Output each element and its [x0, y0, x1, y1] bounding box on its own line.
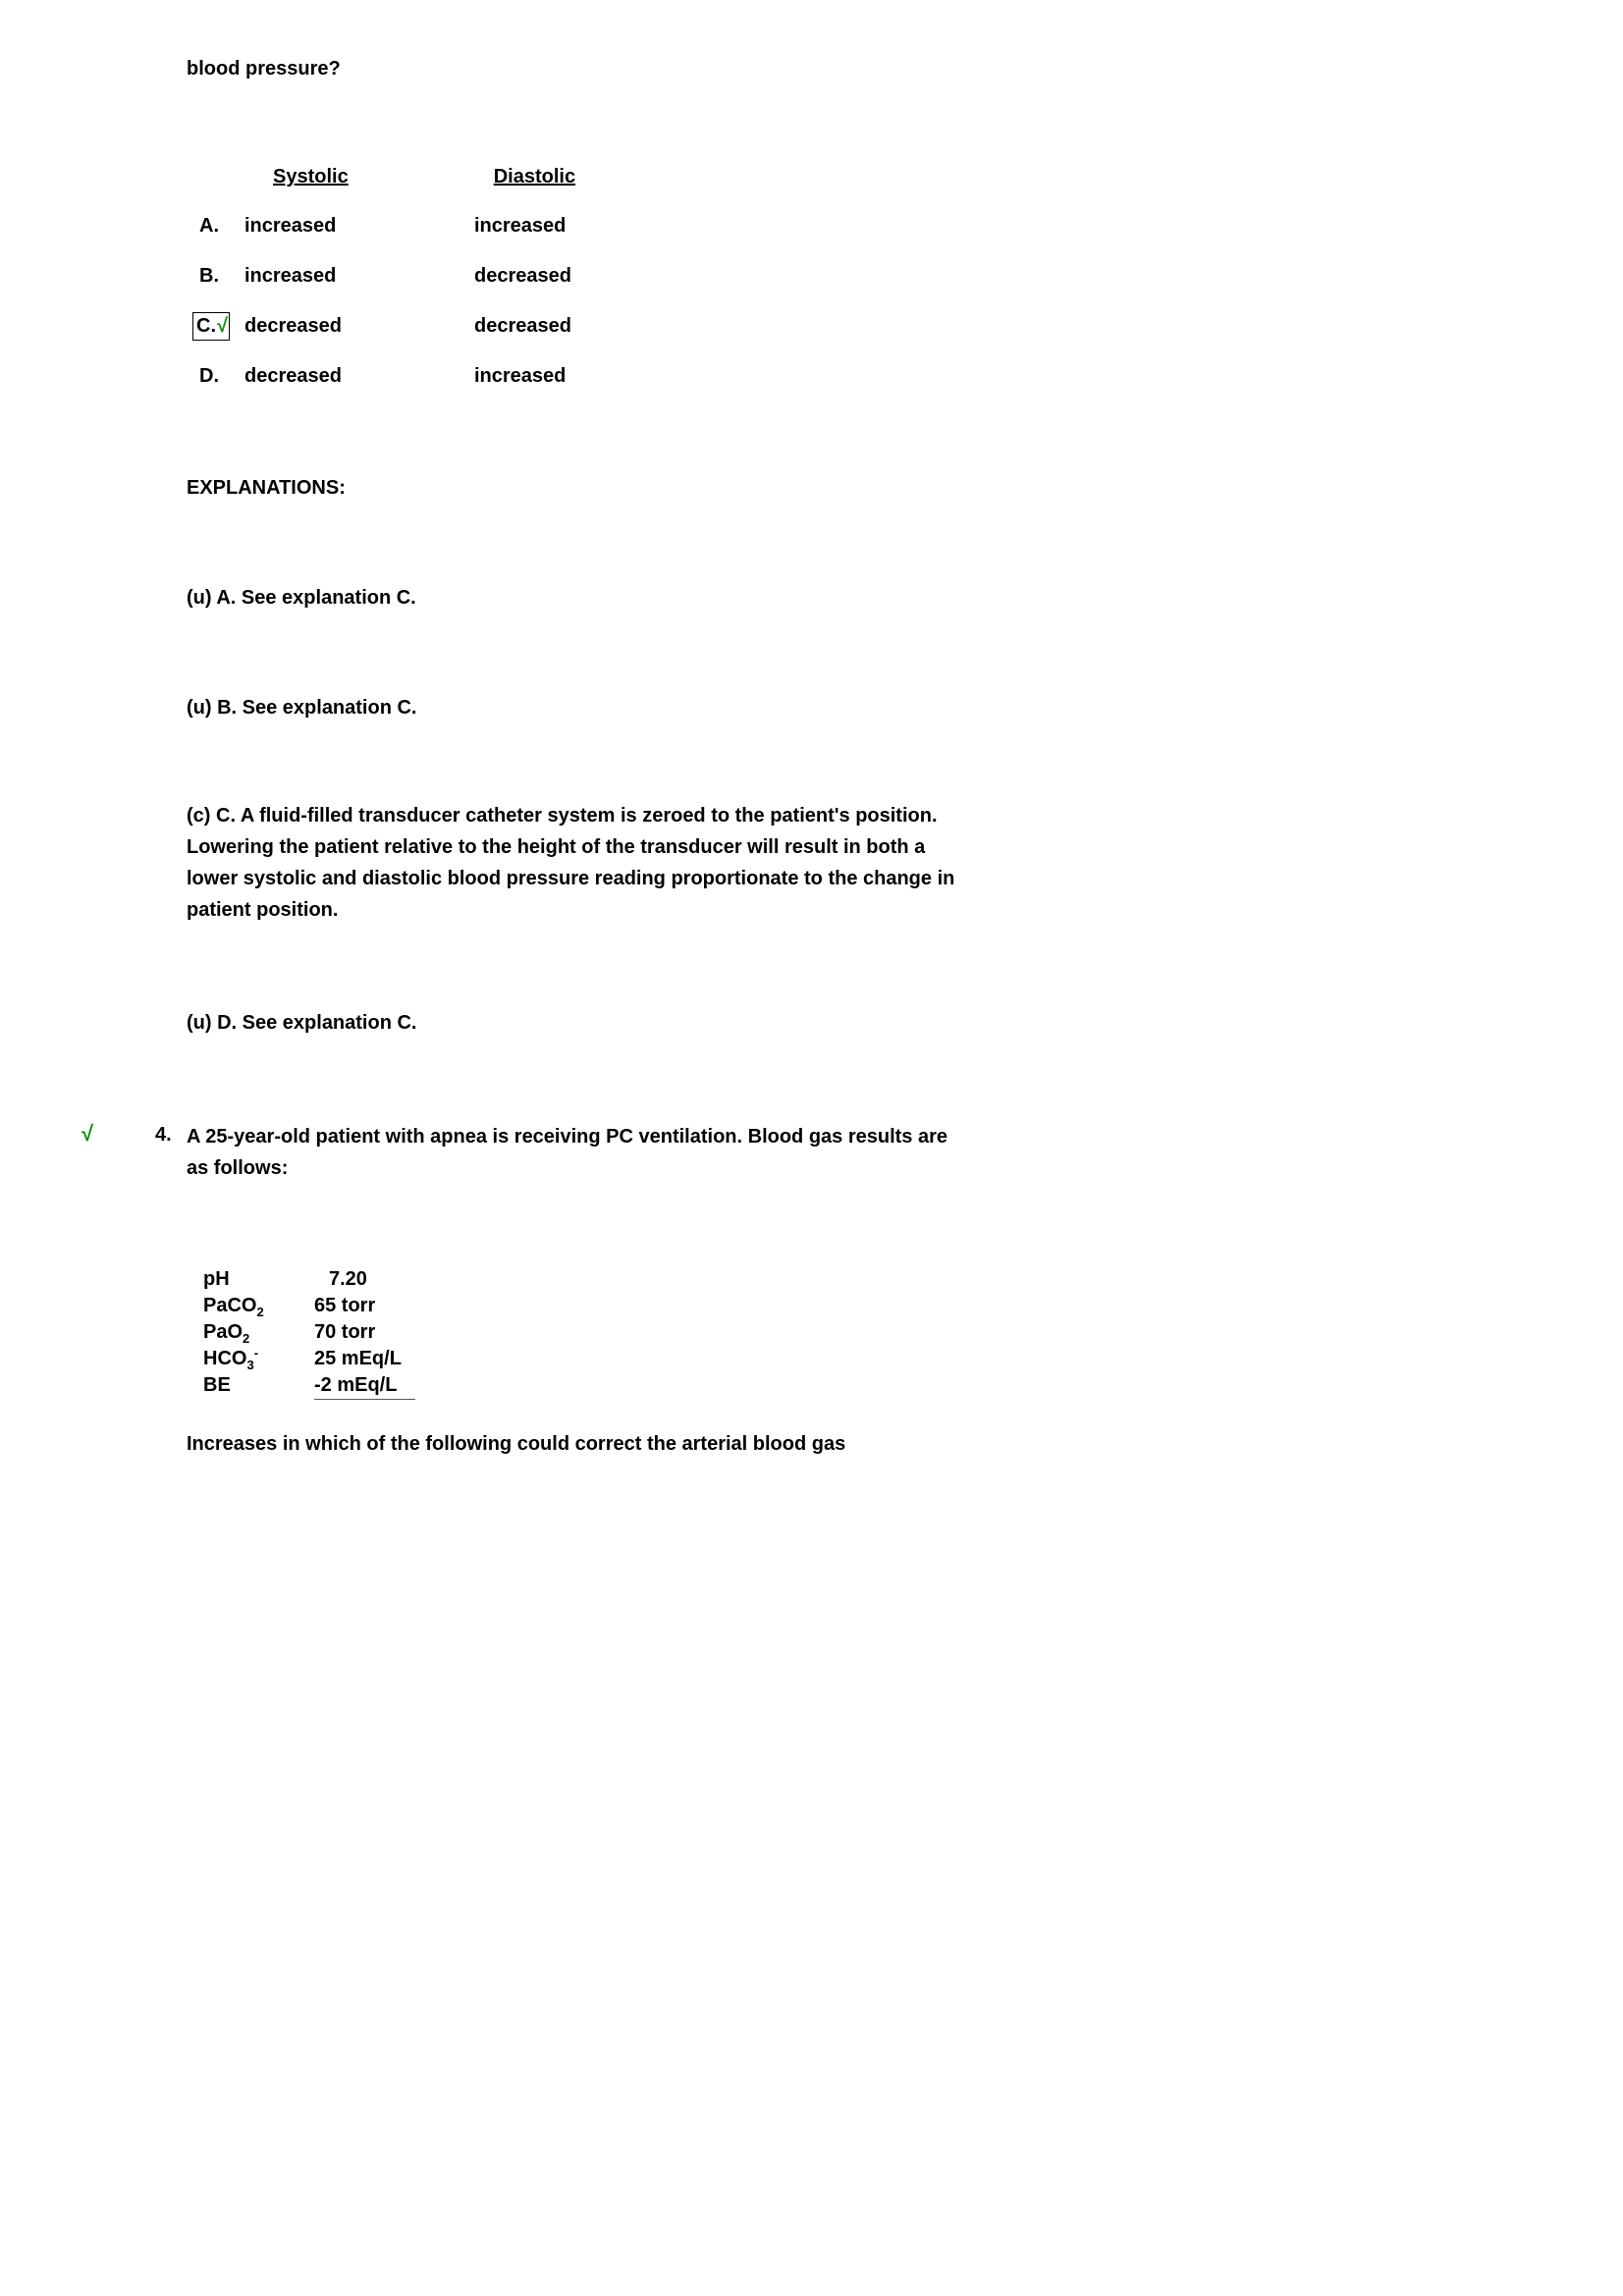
option-diastolic-value: decreased — [474, 265, 571, 287]
blood-gas-value: -2 mEq/L — [314, 1372, 415, 1400]
option-letter: D. — [199, 365, 219, 387]
explanation-b: (u) B. See explanation C. — [187, 697, 417, 719]
option-diastolic-value: decreased — [474, 315, 571, 337]
question-number: 4. — [155, 1124, 172, 1146]
option-systolic-value: decreased — [244, 315, 342, 337]
header-spacer — [196, 163, 273, 191]
blood-gas-label: PaCO$_2$ — [203, 1295, 264, 1319]
explanation-d: (u) D. See explanation C. — [187, 1012, 417, 1034]
checkmark-icon: √ — [217, 315, 228, 337]
blood-gas-row-be — [203, 1372, 415, 1400]
question-continuation-text: Increases in which of the following could correct the arterial blood gas — [187, 1433, 846, 1455]
explanation-a: (u) A. See explanation C. — [187, 587, 416, 609]
question-4 — [155, 1121, 962, 1184]
option-row-d — [196, 362, 575, 391]
column-header-diastolic: Diastolic — [493, 166, 576, 187]
option-row-a — [196, 212, 575, 240]
blood-gas-value: 25 mEq/L — [314, 1348, 402, 1369]
correct-answer-box — [192, 312, 230, 341]
option-systolic-value: decreased — [244, 365, 342, 387]
option-diastolic-value: increased — [474, 365, 567, 387]
blood-gas-label: $HCO_3^-$ — [203, 1345, 259, 1372]
blood-gas-row-paco2 — [203, 1293, 415, 1319]
question-text: A 25-year-old patient with apnea is receiving PC ventilation. Blood gas results are as follows: — [187, 1126, 948, 1179]
option-letter-cell — [196, 312, 244, 341]
option-row-b — [196, 262, 575, 291]
explanations-header: EXPLANATIONS: — [187, 477, 346, 499]
blood-gas-row-hco3 — [203, 1346, 415, 1372]
option-systolic-value: increased — [244, 215, 337, 237]
question-trailing-text: blood pressure? — [187, 58, 341, 80]
option-letter: C. — [196, 315, 216, 337]
blood-gas-value: 65 torr — [314, 1295, 376, 1316]
explanation-c: (c) C. A fluid-filled transducer catheter system is zeroed to the patient's position. Lowering the patient relative to the height of the transducer will result in both a lower systolic and diastolic blood pressure reading proportionate to the change in patient position. — [187, 805, 955, 921]
column-header-systolic: Systolic — [273, 166, 349, 187]
options-header-row — [196, 163, 575, 191]
blood-gas-value: 7.20 — [329, 1268, 367, 1290]
question-correct-checkmark-icon: √ — [81, 1121, 94, 1146]
option-diastolic-value: increased — [474, 215, 567, 237]
option-systolic-value: increased — [244, 265, 337, 287]
option-letter: B. — [199, 265, 219, 287]
blood-gas-table — [203, 1266, 415, 1400]
option-letter: A. — [199, 215, 219, 237]
blood-gas-label: PaO$_2$ — [203, 1321, 250, 1346]
blood-gas-label: BE — [203, 1374, 231, 1396]
blood-gas-value: 70 torr — [314, 1321, 376, 1343]
options-table — [196, 163, 575, 412]
blood-gas-label: pH — [203, 1268, 230, 1290]
blood-gas-row-pao2 — [203, 1319, 415, 1346]
blood-gas-row-ph — [203, 1266, 415, 1293]
option-row-c — [196, 312, 575, 341]
